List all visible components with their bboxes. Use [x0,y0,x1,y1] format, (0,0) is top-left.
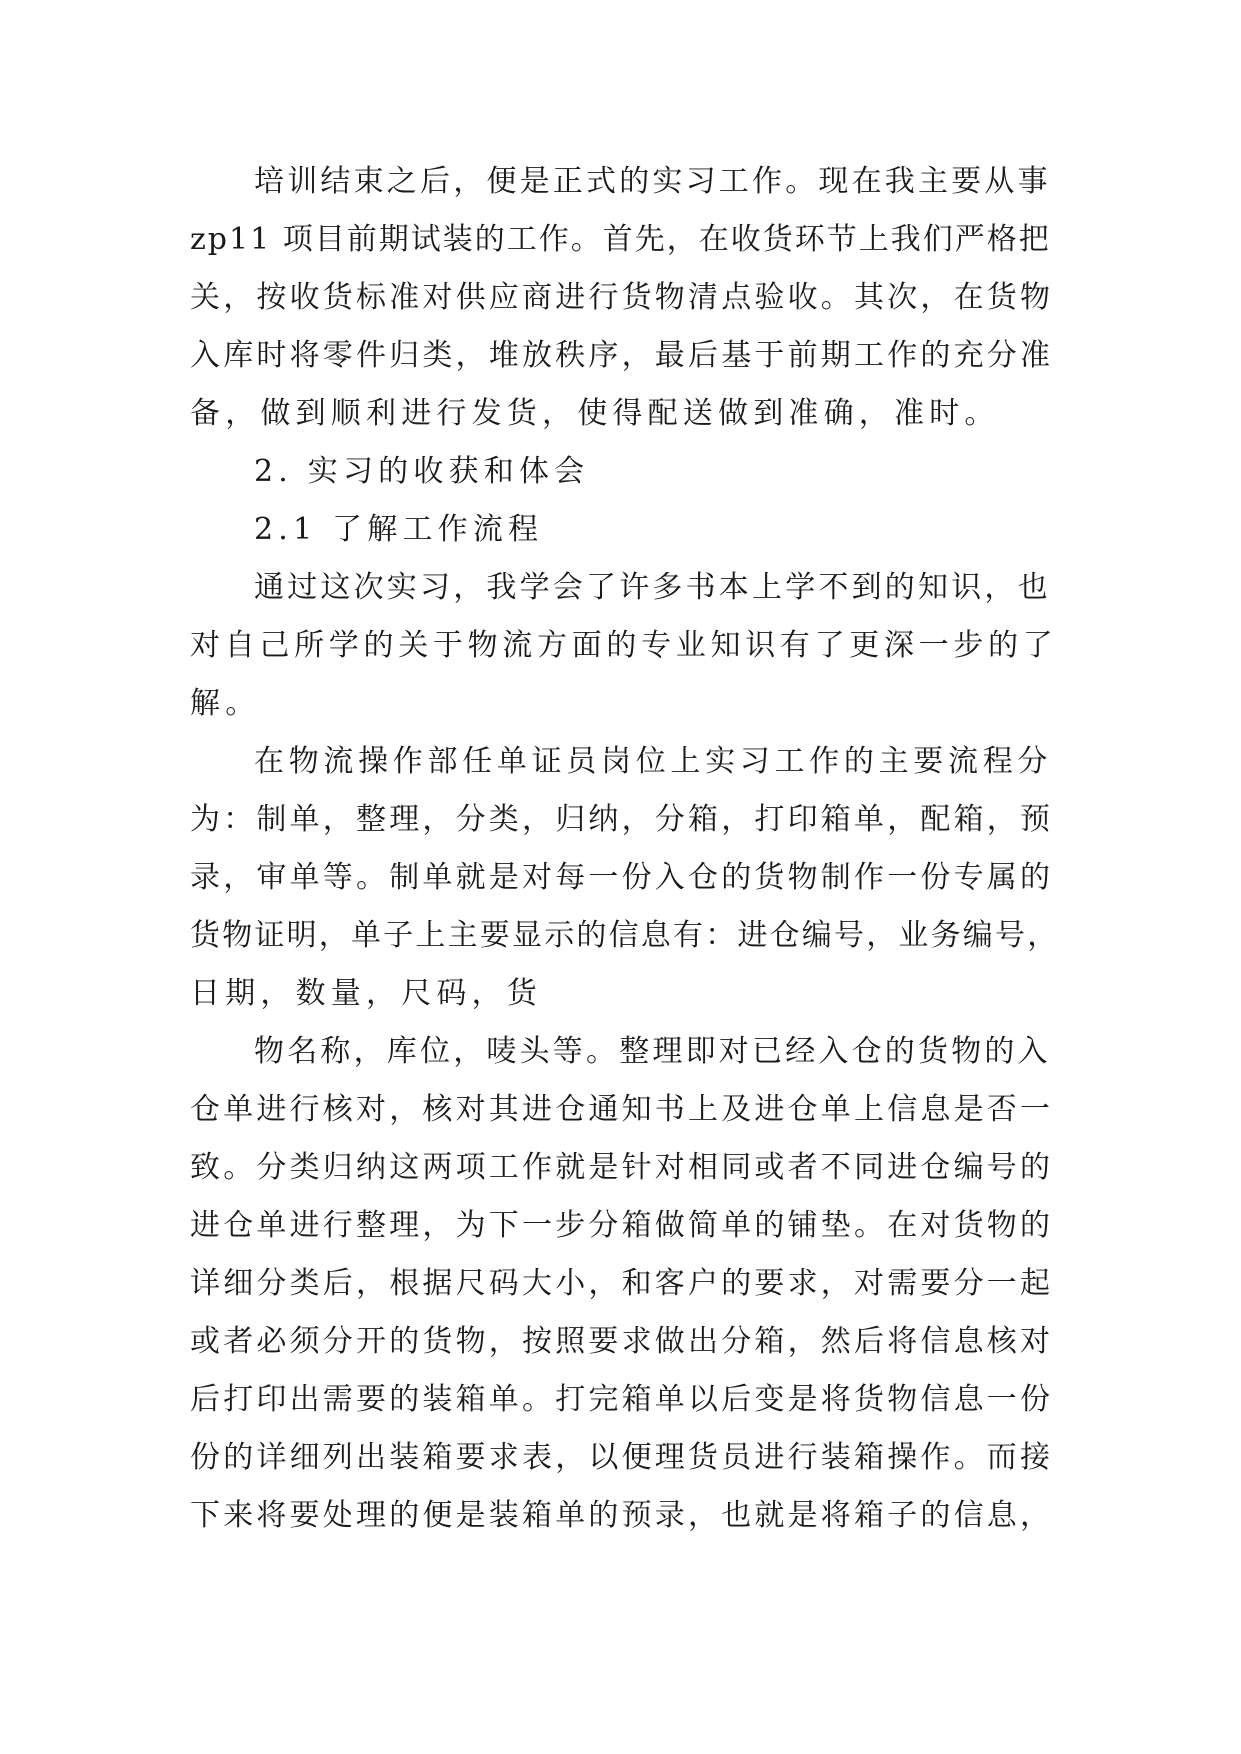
text-line: 录，审单等。制单就是对每一份入仓的货物制作一份专属的 [190,860,1054,895]
text-line: 备，做到顺利进行发货，使得配送做到准确，准时。 [190,396,1000,431]
subsection-heading: 2.1 了解工作流程 [254,512,544,547]
text-line: 对自己所学的关于物流方面的专业知识有了更深一步的了 [190,628,1058,663]
text-line: 或者必须分开的货物，按照要求做出分箱，然后将信息核对 [190,1324,1054,1359]
section-heading: 2. 实习的收获和体会 [254,454,590,489]
text-line: 为：制单，整理，分类，归纳，分箱，打印箱单，配箱，预 [190,802,1054,837]
text-line: 通过这次实习，我学会了许多书本上学不到的知识，也 [254,570,1051,605]
text-line: 进仓单进行整理，为下一步分箱做简单的铺垫。在对货物的 [190,1208,1054,1243]
text-line: 入库时将零件归类，堆放秩序，最后基于前期工作的充分准 [190,338,1054,373]
text-line: zp11 项目前期试装的工作。首先，在收货环节上我们严格把 [190,222,1051,257]
text-line: 物名称，库位，唛头等。整理即对已经入仓的货物的入 [254,1034,1051,1069]
text-line: 日期，数量，尺码，货 [190,976,542,1011]
text-line: 仓单进行核对，核对其进仓通知书上及进仓单上信息是否一 [190,1092,1054,1127]
text-line: 致。分类归纳这两项工作就是针对相同或者不同进仓编号的 [190,1150,1054,1185]
text-line: 在物流操作部任单证员岗位上实习工作的主要流程分 [254,744,1053,779]
text-line: 份的详细列出装箱要求表，以便理货员进行装箱操作。而接 [190,1440,1054,1475]
text-line: 关，按收货标准对供应商进行货物清点验收。其次，在货物 [190,280,1054,315]
text-line: 解。 [190,686,261,721]
text-line: 下来将要处理的便是装箱单的预录，也就是将箱子的信息， [190,1498,1054,1533]
text-line: 培训结束之后，便是正式的实习工作。现在我主要从事 [254,164,1051,199]
text-line: 货物证明，单子上主要显示的信息有：进仓编号，业务编号， [190,918,1060,953]
text-line: 详细分类后，根据尺码大小，和客户的要求，对需要分一起 [190,1266,1054,1301]
text-line: 后打印出需要的装箱单。打完箱单以后变是将货物信息一份 [190,1382,1054,1417]
